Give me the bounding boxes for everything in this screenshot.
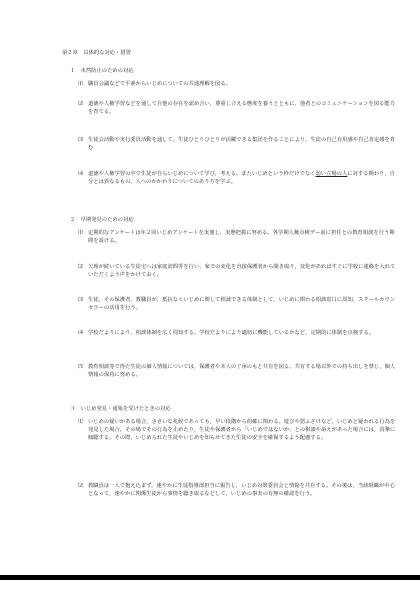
item-text: 学校だよりにより，相談体制を広く周知する。学校だよりにより適切に機能しているかなど，定期的に体制を点検する。 xyxy=(88,330,375,336)
item-text: 教育相談等で得た生徒の個人情報については，保護者や本人の了承のもと共有を図る。共有する場以外での持ち出しを禁じ，個人情報の保持に努める。 xyxy=(88,364,396,378)
item-text xyxy=(88,171,396,187)
chapter-title: 第２章 具体的な対応・措置 xyxy=(62,50,131,56)
item-number: ⑵ xyxy=(78,264,84,270)
item-number: ⑴ xyxy=(78,419,84,425)
item-number: ⑵ xyxy=(78,101,84,107)
item-text: 道徳や人権学習などを通して自他の存在を認め合い，尊重し合える態度を養うとともに，他者とのコミュニケーションを図る能力を育てる。 xyxy=(88,101,395,115)
item-text-part: 道徳や人権学習の中で生徒が自らいじめについて学び，考える。またいじめという枠だけでなく xyxy=(88,171,316,177)
item-text: 生徒会活動や実行委員活動を通して，生徒ひとりひとりが活躍できる集団を作ることにより，生徒の自己有用感や自己肯定感を育む xyxy=(88,137,396,151)
item-text: 欠席が続いている生徒宅へは家庭訪問等を行い，家での変化を直接保護者から聞き取り，変化があればすぐに学校に連絡を入れていただくよう声をかけておく。 xyxy=(88,264,396,278)
item-text: 定期的なアンケートは年２回いじめアンケートを実施し，実態把握に努める。各学期人権点検デー前に担任との教育相談を行う期間を設ける。 xyxy=(88,230,395,244)
item-number: ⑷ xyxy=(78,171,84,177)
item-text: 職員会議などで平素からいじめについての共通理解を図る。 xyxy=(88,81,231,87)
item-number: ⑷ xyxy=(78,330,84,336)
item-number: ⑶ xyxy=(78,297,84,303)
section-title: １ 未然防止のための対応 xyxy=(70,68,134,74)
item-number: ⑶ xyxy=(78,137,84,143)
item-text-part: に対する関わり，自分とは異なるもの，人へのかかわりについてのあり方を学ぶ。 xyxy=(88,171,395,185)
item-number: ⑵ xyxy=(78,483,84,489)
item-number: ⑸ xyxy=(78,364,84,370)
item-text: 教職員は一人で抱え込まず，速やかに生徒指導部担当に報告し，いじめ対策委員会と情報を共有する。その後は，当該組織が中心となって，速やかに関係生徒から事情を聴き取るなどして，いじめの事実の有無の確認を行う。 xyxy=(88,483,395,497)
item-number: ⑴ xyxy=(78,230,84,236)
item-text: いじめの疑いがある場合，ささいな兆候であっても，早い段階から的確に関わる。遊びや悪ふざけなど，いじめと疑われる行為を発見した場合，その場でその行為を止めたり，生徒や保護者から「いじめではないか」との相談や訴えがあった場合には，真摯に傾聴する。その際，いじめられた生徒やいじめを知らせてきた生徒の安全を確保するよう配慮する。 xyxy=(88,419,396,441)
item-number: ⑴ xyxy=(78,81,84,87)
section-title: ２ 早期発見のための対応 xyxy=(70,217,134,223)
bottom-rule xyxy=(0,575,420,580)
section-title: ３ いじめ発見・通報を受けたときの対応 xyxy=(70,406,171,412)
underlined-phrase: 弱い立場の人 xyxy=(315,171,348,177)
item-text: 生徒，その保護者，教職員が，抵抗なくいじめに関して相談できる体制として，いじめに関わる相談窓口に周知，スクールカウンセラーの活用を行う。 xyxy=(88,297,396,311)
